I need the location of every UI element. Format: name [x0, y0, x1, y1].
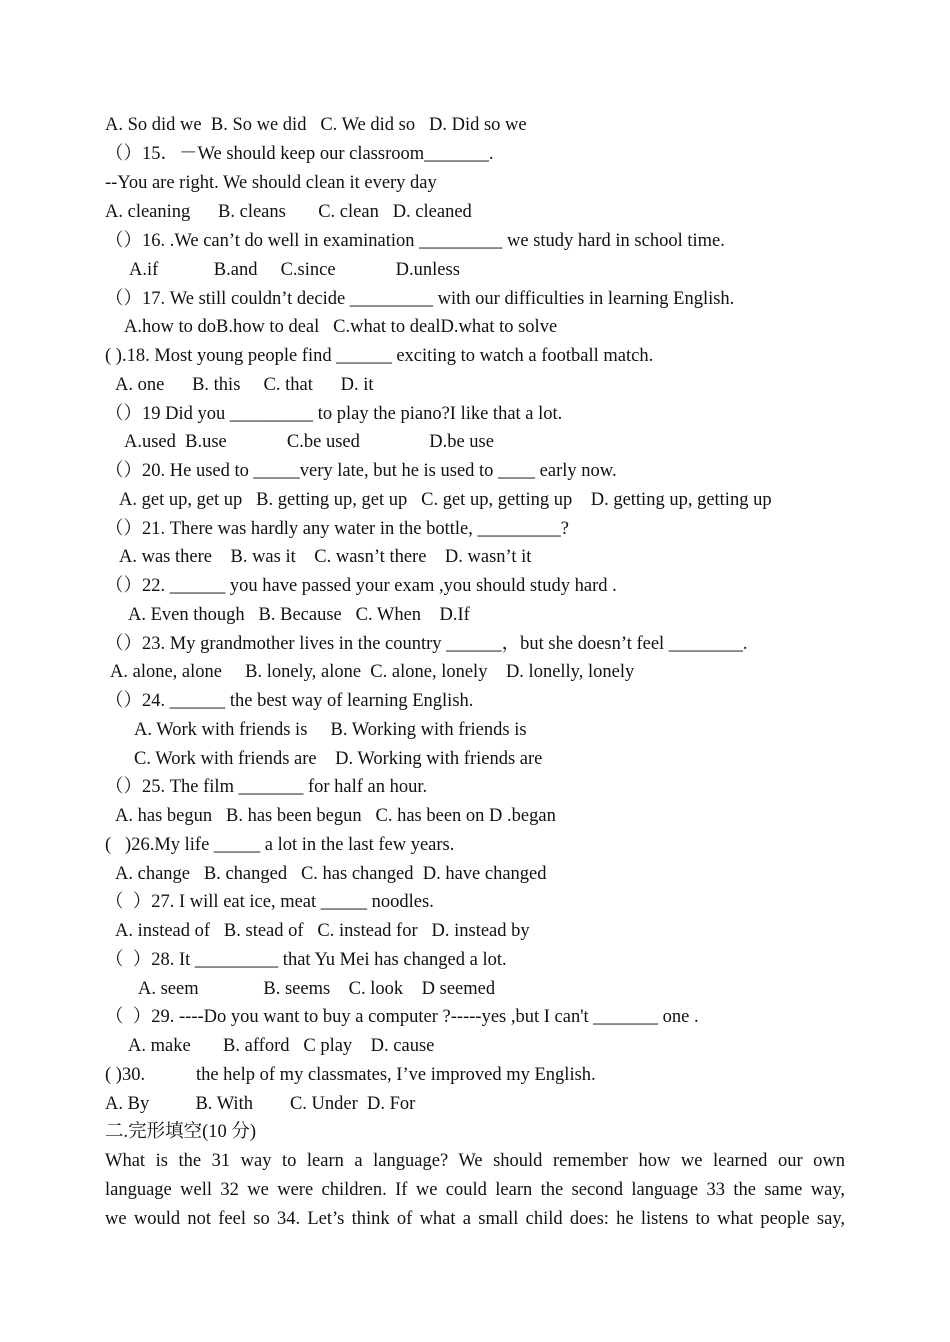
question-17: （）17. We still couldn’t decide _________ with our difficulties in learning English. — [105, 289, 735, 309]
question-26: ( )26.My life _____ a lot in the last few years. — [105, 835, 455, 855]
question-22: （）22. ______ you have passed your exam ,you should study hard . — [105, 576, 617, 596]
cloze-line-2: language well 32 we were children. If we could learn the second language 33 the same way, — [105, 1180, 845, 1200]
options-q29: A. make B. afford C play D. cause — [128, 1036, 435, 1056]
question-18: ( ).18. Most young people find ______ exciting to watch a football match. — [105, 346, 654, 366]
section-heading-cloze: 二.完形填空(10 分) — [105, 1122, 257, 1142]
options-q16: A.if B.and C.since D.unless — [129, 260, 460, 280]
question-30: ( )30. the help of my classmates, I’ve improved my English. — [105, 1065, 596, 1085]
question-16: （）16. .We can’t do well in examination _________ we study hard in school time. — [105, 231, 725, 251]
options-q19: A.used B.use C.be used D.be use — [124, 432, 494, 452]
question-27: （ ）27. I will eat ice, meat _____ noodles. — [105, 892, 434, 912]
options-q15: A. cleaning B. cleans C. clean D. cleaned — [105, 202, 472, 222]
dialogue-reply-15: --You are right. We should clean it every day — [105, 173, 437, 193]
cloze-line-1: What is the 31 way to learn a language? We should remember how we learned our own — [105, 1151, 845, 1171]
question-29: （ ）29. ----Do you want to buy a computer ?-----yes ,but I can't _______ one . — [105, 1007, 699, 1027]
question-25: （）25. The film _______ for half an hour. — [105, 777, 428, 797]
question-24: （）24. ______ the best way of learning English. — [105, 691, 474, 711]
question-15: （）15．－We should keep our classroom_______. — [105, 144, 494, 164]
options-q28: A. seem B. seems C. look D seemed — [138, 979, 496, 999]
options-q14: A. So did we B. So we did C. We did so D. Did so we — [105, 115, 527, 135]
question-28: （ ）28. It _________ that Yu Mei has changed a lot. — [105, 950, 507, 970]
options-q18: A. one B. this C. that D. it — [115, 375, 374, 395]
question-20: （）20. He used to _____very late, but he is used to ____ early now. — [105, 461, 617, 481]
options-q27: A. instead of B. stead of C. instead for D. instead by — [115, 921, 530, 941]
options-q21: A. was there B. was it C. wasn’t there D. wasn’t it — [119, 547, 532, 567]
options-q25: A. has begun B. has been begun C. has been on D .began — [115, 806, 556, 826]
options-q24-row2: C. Work with friends are D. Working with friends are — [134, 749, 543, 769]
options-q23: A. alone, alone B. lonely, alone C. alone, lonely D. lonelly, lonely — [110, 662, 635, 682]
options-q30: A. By B. With C. Under D. For — [105, 1094, 416, 1114]
options-q22: A. Even though B. Because C. When D.If — [128, 605, 470, 625]
question-21: （）21. There was hardly any water in the bottle, _________? — [105, 519, 569, 539]
options-q20: A. get up, get up B. getting up, get up C. get up, getting up D. getting up, getting up — [119, 490, 772, 510]
options-q17: A.how to doB.how to deal C.what to dealD.what to solve — [124, 317, 558, 337]
question-19: （）19 Did you _________ to play the piano?I like that a lot. — [105, 404, 563, 424]
question-23: （）23. My grandmother lives in the country ______，but she doesn’t feel ________. — [105, 634, 748, 654]
cloze-passage — [105, 1147, 845, 1234]
cloze-line-3: we would not feel so 34. Let’s think of what a small child does: he listens to what people say, — [105, 1209, 845, 1229]
options-q26: A. change B. changed C. has changed D. have changed — [115, 864, 547, 884]
options-q24-row1: A. Work with friends is B. Working with friends is — [134, 720, 527, 740]
